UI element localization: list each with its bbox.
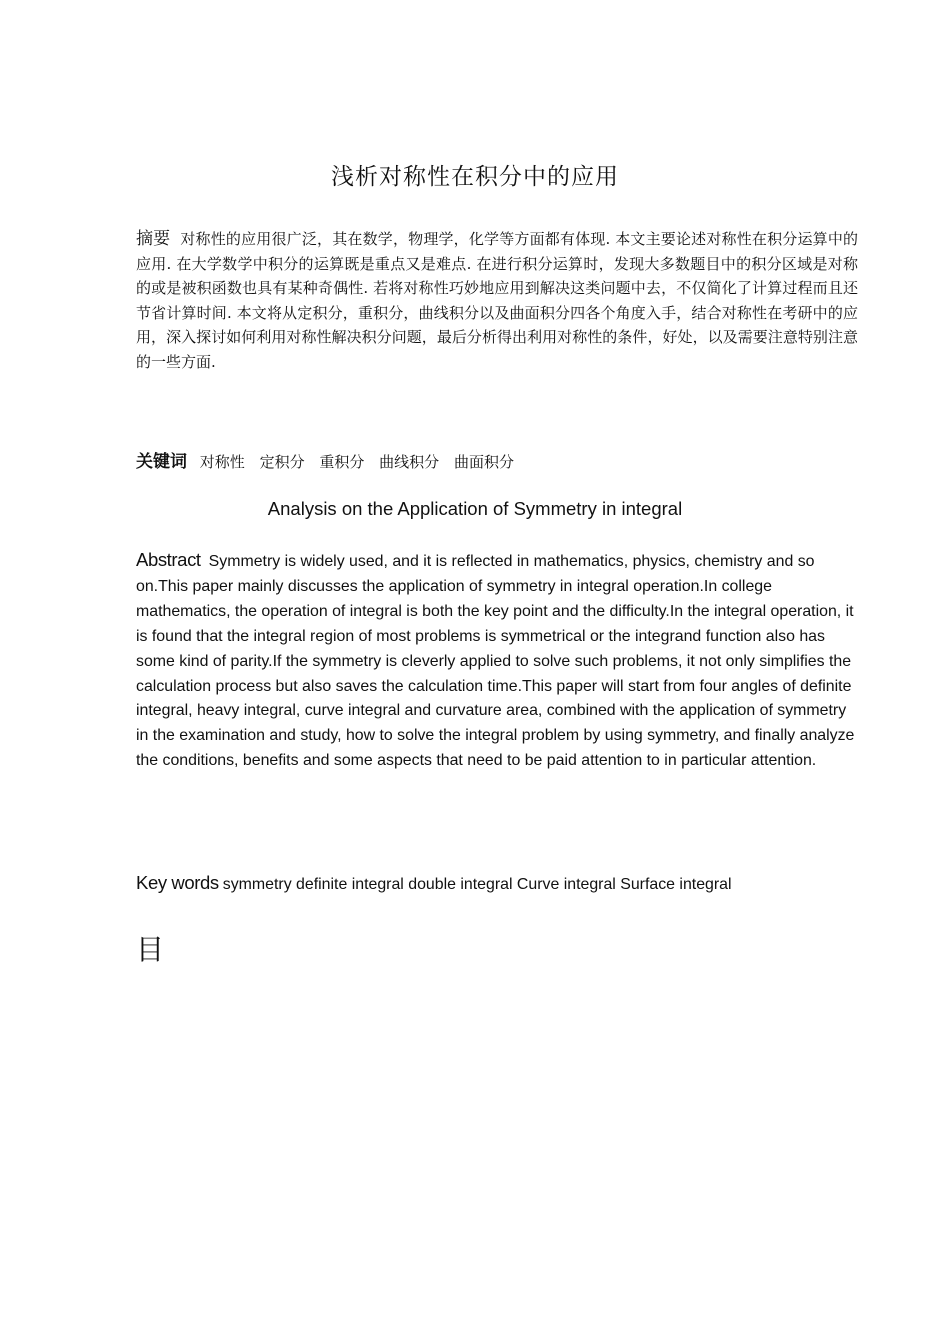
chinese-keyword: 曲面积分 [453, 453, 514, 471]
english-keywords-label: Key words [136, 872, 219, 893]
english-keywords [136, 871, 732, 897]
table-of-contents-heading: 目 [136, 933, 165, 966]
chinese-abstract-label: 摘要 [136, 229, 171, 249]
chinese-keywords-label: 关键词 [136, 452, 187, 472]
chinese-keyword: 对称性 [199, 453, 245, 471]
chinese-keywords [136, 450, 524, 474]
chinese-keyword: 曲线积分 [379, 453, 440, 471]
chinese-abstract-text: 对称性的应用很广泛，其在数学，物理学，化学等方面都有体现. 本文主要论述对称性在积分运算中的应用. 在大学数学中积分的运算既是重点又是难点. 在进行积分运算时，发现大多数题目中的积分区域是对称的或是被积函数也具有某种奇偶性. 若将对称性巧妙地应用到解决这类问题中去，不仅简化了计算过程而且还节省计算时间. 本文将从定积分，重积分，曲线积分以及曲面积分四各个角度入手，结合对称性在考研中的应用，深入探讨如何利用对称性解决积分问题，最后分析得出利用对称性的条件，好处，以及需要注意特别注意的一些方面. [136, 230, 859, 371]
chinese-keyword: 重积分 [319, 453, 365, 471]
english-abstract [136, 548, 858, 774]
english-keywords-text: symmetry definite integral double integral Curve integral Surface integral [222, 876, 732, 893]
chinese-keyword: 定积分 [259, 453, 305, 471]
chinese-abstract [136, 227, 858, 375]
english-abstract-text: Symmetry is widely used, and it is reflected in mathematics, physics, chemistry and so on.This paper mainly discusses the application of symmetry in integral operation.In college mathematics, the operation of integral is both the key point and the difficulty.In the integral operation, it is found that the integral region of most problems is symmetrical or the integrand function also has some kind of parity.If the symmetry is cleverly applied to solve such problems, it not only simplifies the calculation process but also saves the calculation time.This paper will start from four angles of definite integral, heavy integral, curve integral and curvature area, combined with the application of symmetry in the examination and study, how to solve the integral problem by using symmetry, and finally analyze the conditions, benefits and some aspects that need to be paid attention to in particular attention. [136, 553, 855, 770]
english-abstract-label: Abstract [136, 549, 201, 570]
english-title: Analysis on the Application of Symmetry in integral [267, 498, 683, 519]
chinese-title: 浅析对称性在积分中的应用 [331, 164, 619, 190]
